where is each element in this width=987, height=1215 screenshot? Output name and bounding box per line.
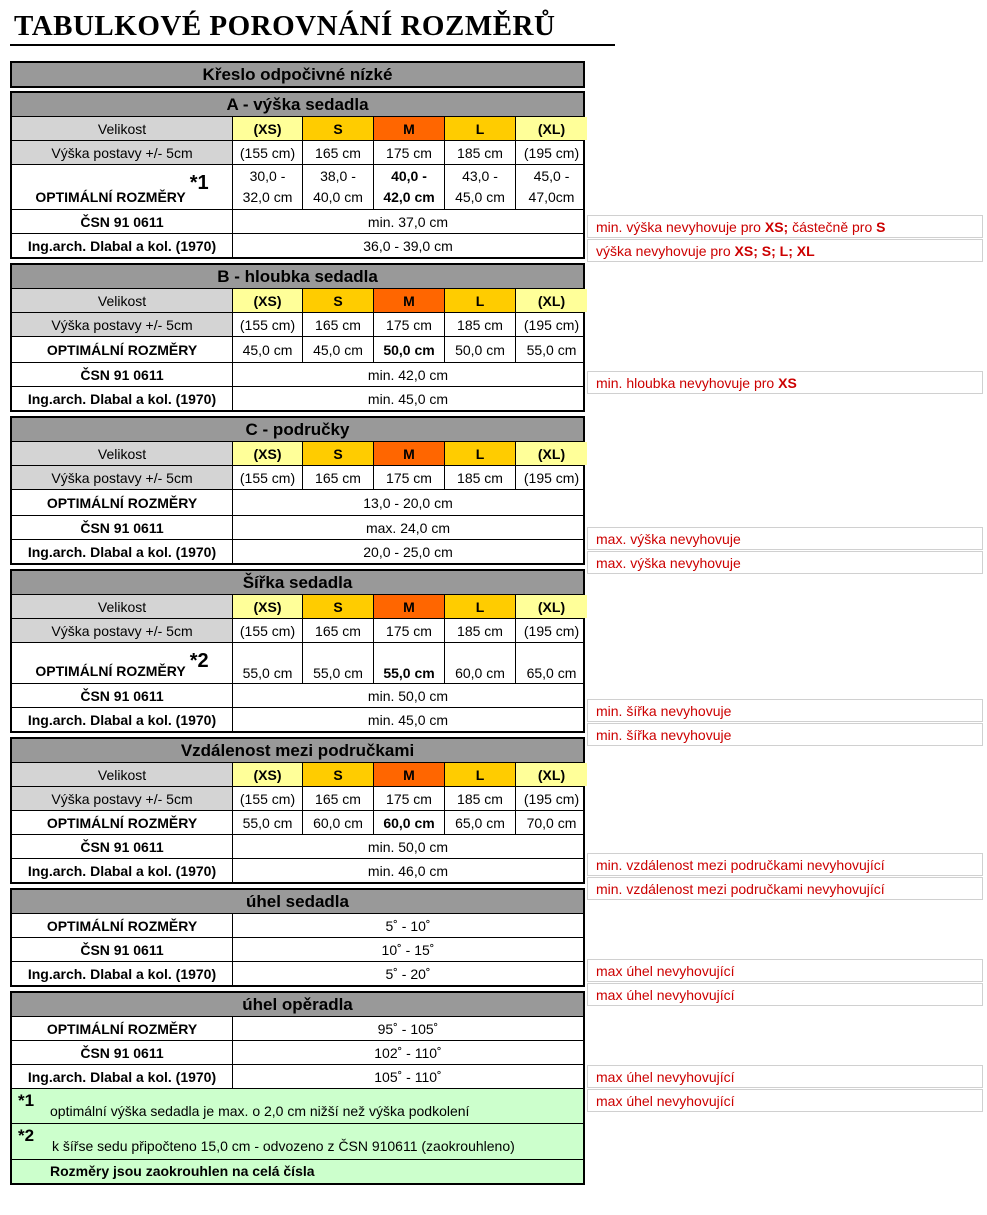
dlabal-label: Ing.arch. Dlabal a kol. (1970)	[12, 962, 233, 985]
optimal-xs-l1: 30,0 -	[249, 168, 286, 184]
footnote-3-text: Rozměry jsou zaokrouhlen na celá čísla	[50, 1163, 315, 1179]
note-b-csn	[587, 371, 983, 394]
height-m: 175 cm	[374, 466, 445, 489]
size-label: Velikost	[12, 117, 233, 140]
section-title: Šířka sedadla	[12, 571, 583, 595]
section-g	[10, 991, 585, 1088]
dlabal-label: Ing.arch. Dlabal a kol. (1970)	[12, 708, 233, 731]
section-e	[10, 737, 585, 884]
height-xl: (195 cm)	[523, 144, 580, 161]
dlabal-row	[12, 962, 583, 985]
dlabal-row	[12, 708, 583, 731]
optimal-m-l2: 42,0 cm	[383, 189, 435, 205]
optimal-label-text: OPTIMÁLNÍ ROZMĚRY	[35, 663, 186, 679]
optimal-s: 60,0 cm	[303, 811, 374, 834]
optimal-l: 50,0 cm	[445, 337, 516, 362]
csn-value: 102˚ - 110˚	[374, 1044, 442, 1061]
csn-label: ČSN 91 0611	[12, 684, 233, 707]
dlabal-value: min. 46,0 cm	[367, 862, 449, 879]
size-xl: (XL)	[516, 763, 587, 786]
optimal-row	[12, 811, 583, 835]
height-xs: (155 cm)	[233, 141, 303, 164]
size-s: S	[303, 595, 374, 618]
note-a-dlabal	[587, 239, 983, 262]
height-s: 165 cm	[303, 619, 374, 642]
height-s: 165 cm	[303, 787, 374, 810]
optimal-label: OPTIMÁLNÍ ROZMĚRY	[12, 914, 233, 937]
height-row	[12, 313, 583, 337]
section-d	[10, 569, 585, 733]
height-row	[12, 787, 583, 811]
section-title: Vzdálenost mezi područkami	[12, 739, 583, 763]
optimal-label-text: OPTIMÁLNÍ ROZMĚRY	[35, 189, 186, 205]
height-xl: (195 cm)	[523, 622, 580, 639]
dlabal-row	[12, 387, 583, 410]
optimal-xl: 65,0 cm	[526, 665, 577, 681]
optimal-s: 45,0 cm	[303, 337, 374, 362]
note-g-csn: max úhel nevyhovující	[587, 1065, 983, 1088]
optimal-m: 60,0 cm	[374, 811, 445, 834]
note-bold: XS; S; L; XL	[734, 243, 815, 259]
size-label: Velikost	[12, 289, 233, 312]
optimal-l-l1: 43,0 -	[462, 168, 498, 184]
height-xs: (155 cm)	[233, 787, 303, 810]
csn-value: min. 50,0 cm	[367, 687, 449, 704]
title-underline	[10, 44, 615, 46]
size-m: M	[374, 117, 445, 140]
dlabal-value: min. 45,0 cm	[367, 390, 449, 407]
height-s: 165 cm	[303, 466, 374, 489]
dlabal-row	[12, 1065, 583, 1088]
optimal-xs: 55,0 cm	[233, 811, 303, 834]
section-title: C - područky	[12, 418, 583, 442]
optimal-xs: 45,0 cm	[233, 337, 303, 362]
csn-value: min. 42,0 cm	[367, 366, 449, 383]
height-xl: (195 cm)	[523, 790, 580, 807]
optimal-value: 13,0 - 20,0 cm	[363, 494, 453, 511]
footnote-mark-1: *1	[189, 172, 209, 194]
height-xl: (195 cm)	[523, 469, 580, 486]
csn-label: ČSN 91 0611	[12, 210, 233, 233]
csn-label: ČSN 91 0611	[12, 938, 233, 961]
height-m: 175 cm	[374, 619, 445, 642]
footnote-mark-2: *2	[189, 650, 209, 672]
note-a-csn	[587, 215, 983, 238]
height-label: Výška postavy +/- 5cm	[12, 619, 233, 642]
height-l: 185 cm	[445, 466, 516, 489]
dlabal-value: min. 45,0 cm	[367, 711, 449, 728]
note-bold: S	[876, 219, 886, 235]
size-l: L	[445, 595, 516, 618]
dlabal-label: Ing.arch. Dlabal a kol. (1970)	[12, 234, 233, 257]
note-c-csn: max. výška nevyhovuje	[587, 527, 983, 550]
note-d-dlabal: min. šířka nevyhovuje	[587, 723, 983, 746]
note-bold: XS	[778, 375, 797, 391]
footnote-2-text: k šířse sedu připočteno 15,0 cm - odvozeno z ČSN 910611 (zaokrouhleno)	[52, 1138, 515, 1154]
dlabal-label: Ing.arch. Dlabal a kol. (1970)	[12, 540, 233, 563]
optimal-label: OPTIMÁLNÍ ROZMĚRY	[12, 490, 233, 515]
optimal-m: 55,0 cm	[374, 643, 445, 683]
height-l: 185 cm	[445, 141, 516, 164]
dlabal-label: Ing.arch. Dlabal a kol. (1970)	[12, 1065, 233, 1088]
size-m: M	[374, 595, 445, 618]
size-row	[12, 117, 583, 141]
section-title: A - výška sedadla	[12, 93, 583, 117]
size-m: M	[374, 442, 445, 465]
height-l: 185 cm	[445, 787, 516, 810]
note-bold: XS;	[764, 219, 789, 235]
note-g-dlabal: max úhel nevyhovující	[587, 1089, 983, 1112]
section-a	[10, 91, 585, 259]
size-xs: (XS)	[233, 595, 303, 618]
optimal-label: OPTIMÁLNÍ ROZMĚRY	[12, 337, 233, 362]
section-title: úhel opěradla	[12, 993, 583, 1017]
csn-row	[12, 684, 583, 708]
note-c-dlabal: max. výška nevyhovuje	[587, 551, 983, 574]
optimal-value: 5˚ - 10˚	[385, 917, 431, 934]
dlabal-label: Ing.arch. Dlabal a kol. (1970)	[12, 859, 233, 882]
height-row	[12, 619, 583, 643]
note-text: výška nevyhovuje pro	[596, 243, 735, 259]
optimal-l	[445, 165, 516, 209]
footnote-2	[12, 1124, 583, 1160]
csn-value: max. 24,0 cm	[365, 519, 451, 536]
comparison-table	[10, 61, 585, 1185]
optimal-xs: 55,0 cm	[233, 643, 303, 683]
size-s: S	[303, 442, 374, 465]
height-label: Výška postavy +/- 5cm	[12, 141, 233, 164]
size-row	[12, 442, 583, 466]
size-xs: (XS)	[233, 763, 303, 786]
optimal-row	[12, 643, 583, 684]
footnote-3	[12, 1160, 583, 1183]
optimal-row	[12, 490, 583, 516]
csn-label: ČSN 91 0611	[12, 1041, 233, 1064]
height-xs: (155 cm)	[233, 619, 303, 642]
csn-value: min. 37,0 cm	[367, 213, 449, 230]
optimal-s: 55,0 cm	[303, 643, 374, 683]
note-text: min. výška nevyhovuje pro	[596, 219, 765, 235]
optimal-row	[12, 165, 583, 210]
optimal-label: OPTIMÁLNÍ ROZMĚRY	[12, 811, 233, 834]
height-m: 175 cm	[374, 787, 445, 810]
size-row	[12, 595, 583, 619]
size-label: Velikost	[12, 763, 233, 786]
dlabal-row	[12, 234, 583, 257]
height-label: Výška postavy +/- 5cm	[12, 466, 233, 489]
size-l: L	[445, 117, 516, 140]
size-l: L	[445, 763, 516, 786]
optimal-xl-l2: 47,0cm	[528, 189, 575, 205]
footnote-1	[12, 1089, 583, 1124]
csn-label: ČSN 91 0611	[12, 835, 233, 858]
height-xl: (195 cm)	[523, 316, 580, 333]
size-xs: (XS)	[233, 289, 303, 312]
footnote-1-text: optimální výška sedadla je max. o 2,0 cm nižší než výška podkolení	[50, 1103, 470, 1119]
optimal-label: OPTIMÁLNÍ ROZMĚRY	[12, 1017, 233, 1040]
csn-row	[12, 938, 583, 962]
dlabal-row	[12, 540, 583, 563]
csn-label: ČSN 91 0611	[12, 516, 233, 539]
main-header-block	[10, 61, 585, 88]
height-row	[12, 141, 583, 165]
optimal-l: 60,0 cm	[445, 643, 516, 683]
size-l: L	[445, 442, 516, 465]
optimal-m	[374, 165, 445, 209]
size-xs: (XS)	[233, 117, 303, 140]
height-s: 165 cm	[303, 313, 374, 336]
height-l: 185 cm	[445, 619, 516, 642]
size-s: S	[303, 763, 374, 786]
note-f-csn: max úhel nevyhovující	[587, 959, 983, 982]
main-header: Křeslo odpočivné nízké	[12, 63, 583, 86]
optimal-value: 95˚ - 105˚	[377, 1020, 439, 1037]
size-xl: (XL)	[516, 595, 587, 618]
optimal-s-l1: 38,0 -	[320, 168, 356, 184]
height-xs: (155 cm)	[233, 313, 303, 336]
size-row	[12, 763, 583, 787]
note-text: min. hloubka nevyhovuje pro	[596, 375, 779, 391]
size-m: M	[374, 763, 445, 786]
csn-value: 10˚ - 15˚	[381, 941, 435, 958]
optimal-xl-l1: 45,0 -	[533, 168, 570, 184]
height-xs: (155 cm)	[233, 466, 303, 489]
optimal-xl: 70,0 cm	[526, 814, 577, 831]
dlabal-value: 5˚ - 20˚	[385, 965, 431, 982]
height-m: 175 cm	[374, 313, 445, 336]
optimal-xl	[516, 165, 587, 209]
size-row	[12, 289, 583, 313]
size-l: L	[445, 289, 516, 312]
optimal-row	[12, 914, 583, 938]
optimal-m: 50,0 cm	[374, 337, 445, 362]
dlabal-value: 20,0 - 25,0 cm	[363, 543, 453, 560]
size-label: Velikost	[12, 595, 233, 618]
optimal-row	[12, 1017, 583, 1041]
dlabal-label: Ing.arch. Dlabal a kol. (1970)	[12, 387, 233, 410]
optimal-s-l2: 40,0 cm	[313, 189, 363, 205]
page-title: TABULKOVÉ POROVNÁNÍ ROZMĚRŮ	[14, 10, 556, 42]
height-label: Výška postavy +/- 5cm	[12, 787, 233, 810]
section-c	[10, 416, 585, 565]
csn-row	[12, 835, 583, 859]
size-xl: (XL)	[516, 117, 587, 140]
footnote-1-mark: *1	[18, 1091, 35, 1110]
optimal-row	[12, 337, 583, 363]
csn-row	[12, 516, 583, 540]
dlabal-row	[12, 859, 583, 882]
optimal-label	[12, 643, 233, 683]
optimal-s	[303, 165, 374, 209]
optimal-label	[12, 165, 233, 209]
size-s: S	[303, 289, 374, 312]
height-label: Výška postavy +/- 5cm	[12, 313, 233, 336]
optimal-xs	[233, 165, 303, 209]
optimal-l: 65,0 cm	[445, 811, 516, 834]
height-row	[12, 466, 583, 490]
size-s: S	[303, 117, 374, 140]
optimal-l-l2: 45,0 cm	[455, 189, 505, 205]
footnotes	[10, 1088, 585, 1185]
section-b	[10, 263, 585, 412]
csn-row	[12, 1041, 583, 1065]
note-f-dlabal: max úhel nevyhovující	[587, 983, 983, 1006]
dlabal-value: 36,0 - 39,0 cm	[363, 237, 453, 254]
csn-value: min. 50,0 cm	[367, 838, 449, 855]
note-e-csn: min. vzdálenost mezi područkami nevyhovující	[587, 853, 983, 876]
optimal-xl: 55,0 cm	[526, 341, 577, 358]
size-xs: (XS)	[233, 442, 303, 465]
footnote-2-mark: *2	[18, 1126, 35, 1145]
section-title: B - hloubka sedadla	[12, 265, 583, 289]
size-m: M	[374, 289, 445, 312]
size-label: Velikost	[12, 442, 233, 465]
section-f	[10, 888, 585, 987]
note-d-csn: min. šířka nevyhovuje	[587, 699, 983, 722]
optimal-m-l1: 40,0 -	[391, 168, 427, 184]
height-m: 175 cm	[374, 141, 445, 164]
size-xl: (XL)	[516, 442, 587, 465]
size-xl: (XL)	[516, 289, 587, 312]
optimal-xs-l2: 32,0 cm	[242, 189, 293, 205]
section-title: úhel sedadla	[12, 890, 583, 914]
height-l: 185 cm	[445, 313, 516, 336]
csn-label: ČSN 91 0611	[12, 363, 233, 386]
height-s: 165 cm	[303, 141, 374, 164]
note-e-dlabal: min. vzdálenost mezi područkami nevyhovující	[587, 877, 983, 900]
csn-row	[12, 210, 583, 234]
note-text: částečně pro	[788, 219, 877, 235]
dlabal-value: 105˚ - 110˚	[374, 1068, 442, 1085]
csn-row	[12, 363, 583, 387]
